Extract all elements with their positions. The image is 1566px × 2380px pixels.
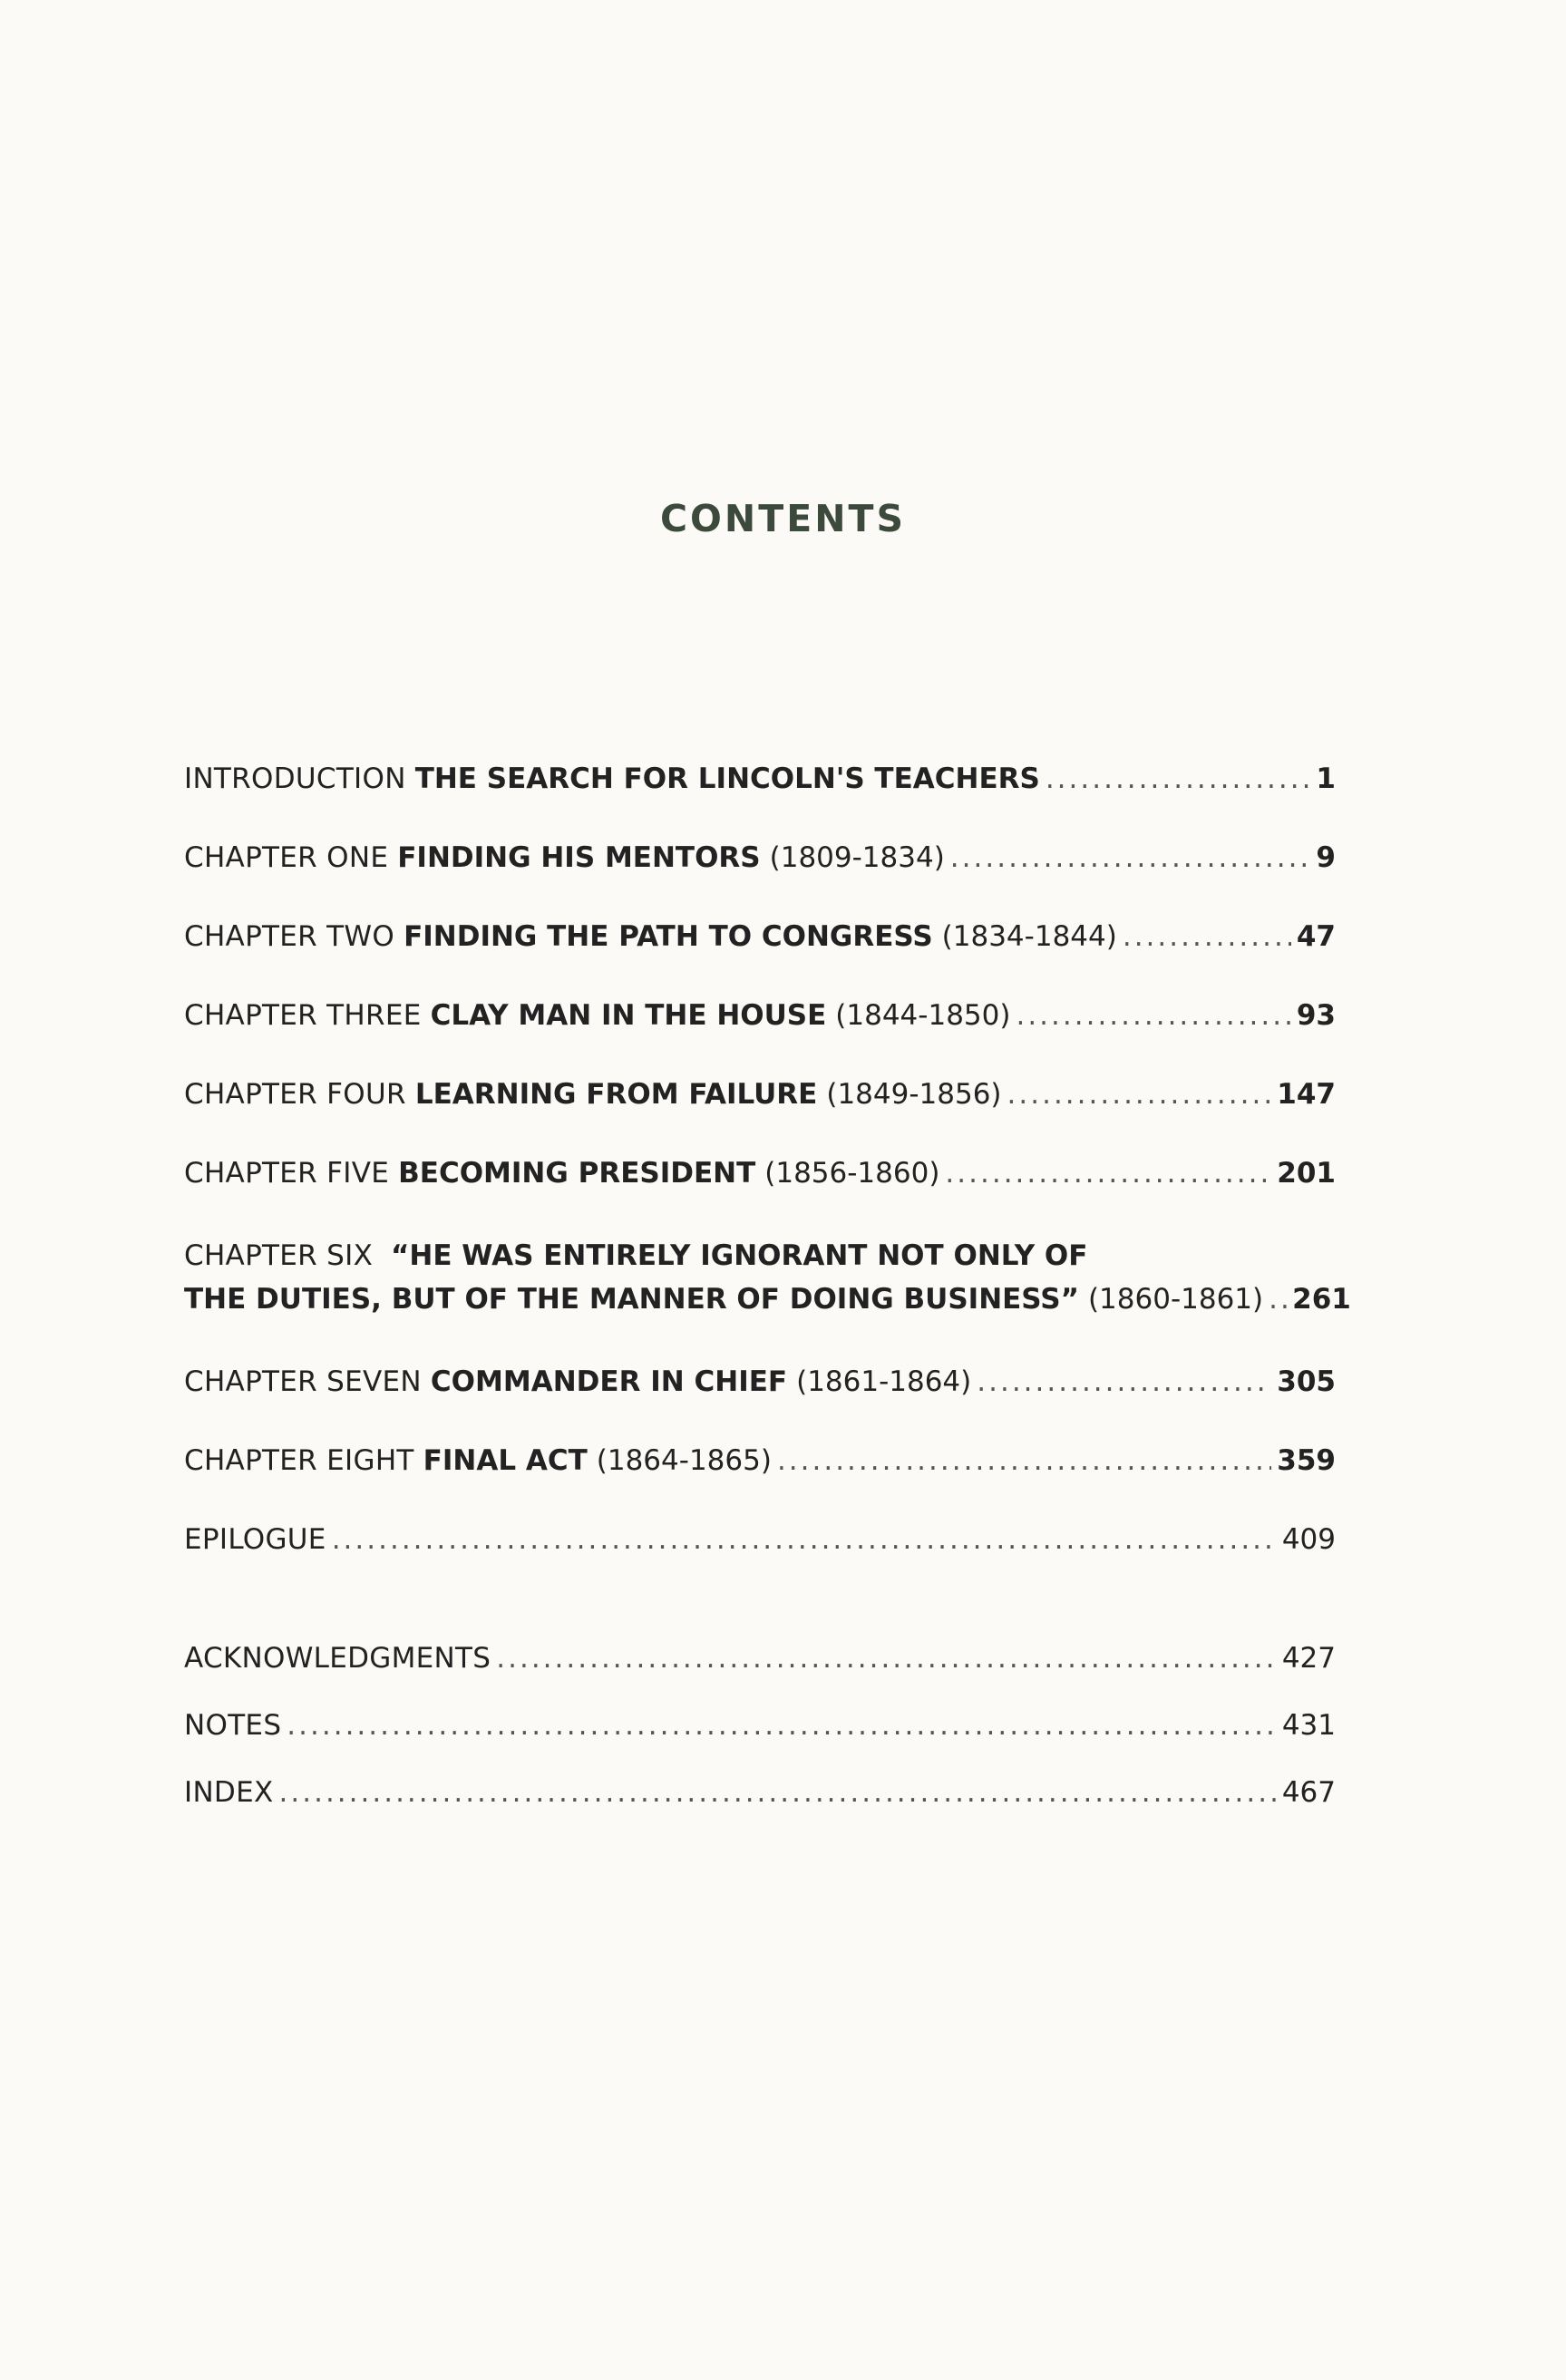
toc-entry-chapter-eight[interactable]: [184, 1442, 1336, 1480]
entry-title: FINAL ACT: [423, 1444, 588, 1477]
entry-dates: (1860-1861): [1087, 1283, 1264, 1316]
dot-leader: [1046, 760, 1311, 798]
entry-title: THE SEARCH FOR LINCOLN'S TEACHERS: [414, 763, 1040, 795]
toc-entry-chapter-four[interactable]: [184, 1075, 1336, 1113]
entry-dates: (1864-1865): [596, 1444, 772, 1477]
toc-entry-epilogue[interactable]: [184, 1520, 1336, 1559]
entry-label: CHAPTER FOUR: [184, 1078, 406, 1111]
entry-dates: (1844-1850): [835, 999, 1011, 1032]
dot-leader: [1016, 996, 1290, 1035]
entry-dates: (1834-1844): [941, 920, 1117, 953]
page-number: 431: [1281, 1709, 1336, 1742]
dot-leader: [496, 1639, 1277, 1677]
entry-title: COMMANDER IN CHIEF: [430, 1365, 788, 1398]
toc-entry-introduction[interactable]: [184, 760, 1336, 798]
entry-label: ACKNOWLEDGMENTS: [184, 1642, 491, 1675]
page-number: 47: [1296, 920, 1336, 953]
page-number: 1: [1316, 763, 1336, 795]
entry-label: NOTES: [184, 1709, 282, 1742]
dot-leader: [1123, 918, 1291, 956]
entry-title-line-2: THE DUTIES, BUT OF THE MANNER OF DOING BUSINESS”: [184, 1283, 1079, 1316]
entry-title: LEARNING FROM FAILURE: [414, 1078, 818, 1111]
dot-leader: [977, 1363, 1271, 1401]
toc-entry-acknowledgments[interactable]: [184, 1639, 1336, 1677]
page-number: 201: [1277, 1157, 1336, 1190]
entry-dates: (1849-1856): [826, 1078, 1002, 1111]
toc-entry-index[interactable]: [184, 1773, 1336, 1812]
dot-leader: [945, 1154, 1271, 1192]
entry-title: FINDING THE PATH TO CONGRESS: [404, 920, 933, 953]
dot-leader: [950, 839, 1311, 877]
toc-entry-chapter-one[interactable]: [184, 839, 1336, 877]
toc-entry-chapter-seven[interactable]: [184, 1363, 1336, 1401]
page-number: 359: [1277, 1444, 1336, 1477]
page-number: 427: [1281, 1642, 1336, 1675]
toc-entry-chapter-five[interactable]: [184, 1154, 1336, 1192]
entry-label: CHAPTER FIVE: [184, 1157, 390, 1190]
entry-label: CHAPTER THREE: [184, 999, 422, 1032]
entry-title: FINDING HIS MENTORS: [397, 841, 761, 874]
entry-label: CHAPTER SIX: [184, 1239, 374, 1272]
entry-label: INTRODUCTION: [184, 763, 406, 795]
dot-leader: [279, 1773, 1277, 1812]
entry-label: CHAPTER SEVEN: [184, 1365, 422, 1398]
dot-leader: [777, 1442, 1271, 1480]
toc-entry-chapter-three[interactable]: [184, 996, 1336, 1035]
entry-label: INDEX: [184, 1776, 274, 1809]
entry-title: BECOMING PRESIDENT: [398, 1157, 756, 1190]
page-number: 305: [1277, 1365, 1336, 1398]
dot-leader: [287, 1706, 1277, 1744]
entry-label: EPILOGUE: [184, 1523, 326, 1556]
entry-title: CLAY MAN IN THE HOUSE: [430, 999, 827, 1032]
entry-dates: (1809-1834): [769, 841, 945, 874]
page-number: 93: [1296, 999, 1336, 1032]
entry-dates: (1856-1860): [764, 1157, 940, 1190]
page-number: 467: [1281, 1776, 1336, 1809]
page-number: 147: [1277, 1078, 1336, 1111]
page-number: 409: [1281, 1523, 1336, 1556]
page-number: 9: [1316, 841, 1336, 874]
entry-label: CHAPTER EIGHT: [184, 1444, 414, 1477]
entry-label: CHAPTER TWO: [184, 920, 395, 953]
toc-entry-chapter-two[interactable]: [184, 918, 1336, 956]
page-number: 261: [1292, 1283, 1351, 1316]
dot-leader: [332, 1520, 1277, 1559]
entry-dates: (1861-1864): [796, 1365, 972, 1398]
dot-leader: [1007, 1075, 1272, 1113]
toc-entry-notes[interactable]: [184, 1706, 1336, 1744]
page-title: CONTENTS: [659, 497, 907, 540]
entry-title-line-1: “HE WAS ENTIRELY IGNORANT NOT ONLY OF: [391, 1239, 1088, 1272]
entry-label: CHAPTER ONE: [184, 841, 389, 874]
dot-leader: [1269, 1280, 1287, 1318]
toc-entry-chapter-six[interactable]: [184, 1237, 1351, 1318]
